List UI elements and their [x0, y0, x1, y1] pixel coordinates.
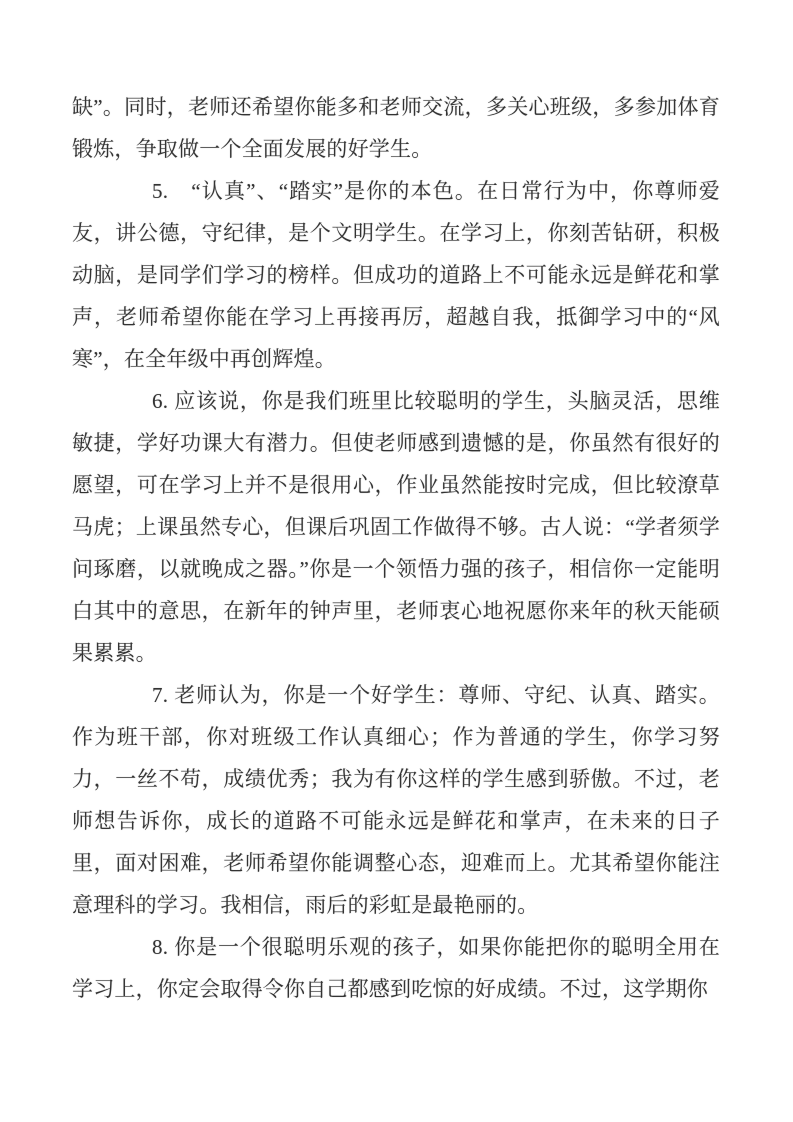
comment-paragraph-5: 5. “认真”、“踏实”是你的本色。在日常行为中，你尊师爱友，讲公德，守纪律，是个文明学生。在学习上，你刻苦钻研，积极动脑，是同学们学习的榜样。但成功的道路上不可能永远是鲜花和掌声，老师希望你能在学习上再接再厉，超越自我，抵御学习中的“风寒”，在全年级中再创辉煌。: [72, 179, 720, 371]
paragraph-continuation: 缺”。同时，老师还希望你能多和老师交流，多关心班级，多参加体育锻炼，争取做一个全面发展的好学生。: [72, 95, 720, 161]
document-text-block: [72, 86, 720, 1010]
comment-paragraph-7: 7. 老师认为，你是一个好学生：尊师、守纪、认真、踏实。作为班干部，你对班级工作认真细心；作为普通的学生，你学习努力，一丝不苟，成绩优秀；我为有你这样的学生感到骄傲。不过，老师想告诉你，成长的道路不可能永远是鲜花和掌声，在未来的日子里，面对困难，老师希望你能调整心态，迎难而上。尤其希望你能注意理科的学习。我相信，雨后的彩虹是最艳丽的。: [72, 683, 720, 917]
comment-paragraph-6: 6. 应该说，你是我们班里比较聪明的学生，头脑灵活，思维敏捷，学好功课大有潜力。但使老师感到遗憾的是，你虽然有很好的愿望，可在学习上并不是很用心，作业虽然能按时完成，但比较潦草马虎；上课虽然专心，但课后巩固工作做得不够。古人说：“学者须学问琢磨，以就晚成之器。”你是一个领悟力强的孩子，相信你一定能明白其中的意思，在新年的钟声里，老师衷心地祝愿你来年的秋天能硕果累累。: [72, 389, 720, 665]
comment-paragraph-8: 8. 你是一个很聪明乐观的孩子，如果你能把你的聪明全用在学习上，你定会取得令你自己都感到吃惊的好成绩。不过，这学期你: [72, 935, 720, 1001]
